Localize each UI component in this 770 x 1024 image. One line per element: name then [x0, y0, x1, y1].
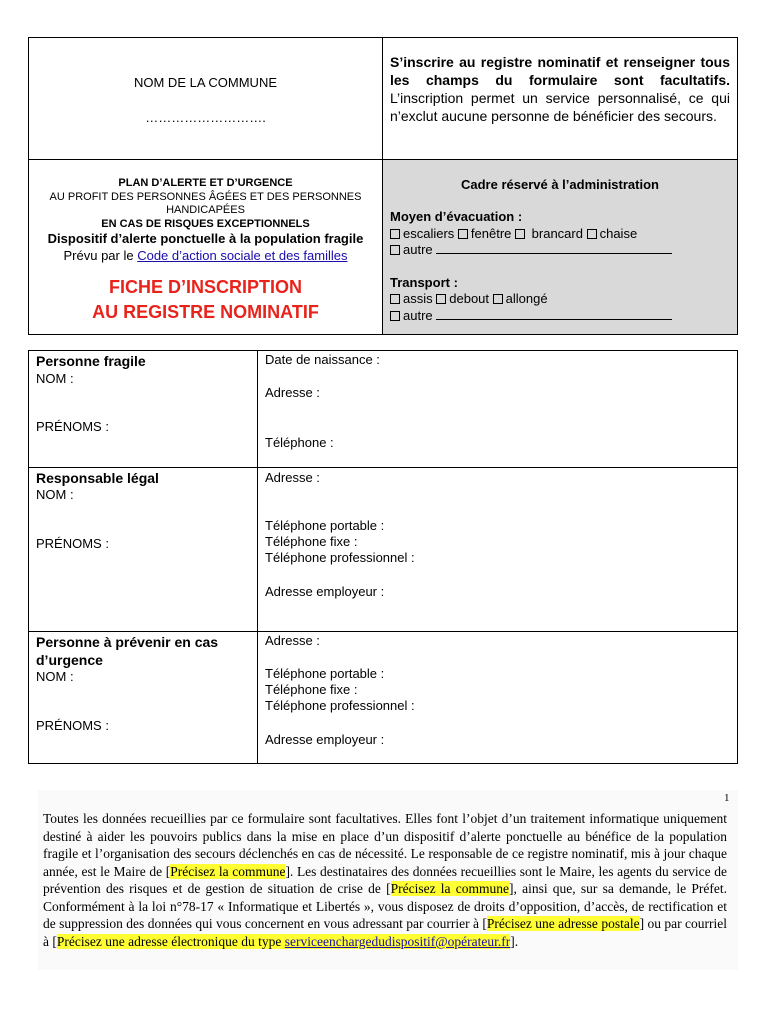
legal-pro-label[interactable]: Téléphone professionnel :: [265, 550, 415, 565]
fragile-birthdate-label[interactable]: Date de naissance :: [265, 352, 380, 367]
plan-subtitle: AU PROFIT DES PERSONNES ÂGÉES ET DES PERSONNES HANDICAPÉES: [49, 191, 362, 216]
evac-autre-field[interactable]: [436, 253, 672, 254]
intro-bold: S’inscrire au registre nominatif et renseigner tous les champs du formulaire sont facultatifs.: [390, 54, 730, 88]
evac-fenetre-label: fenêtre: [470, 226, 512, 241]
legal-employer-label[interactable]: Adresse employeur :: [265, 584, 385, 599]
plan-title: PLAN D’ALERTE ET D’URGENCE: [118, 177, 293, 189]
transport-other: [390, 308, 672, 324]
legal-mobile-label[interactable]: Téléphone portable :: [265, 518, 385, 533]
evac-chaise-checkbox[interactable]: [587, 229, 597, 239]
notice-part-2: ]. Les destinataires des données recueillies sont le Maire, les agents du service de prévention des risques et de gestion de situation de crise de [: [43, 863, 727, 896]
emergency-section-title-2: d’urgence: [36, 652, 103, 668]
email-placeholder-text: Précisez une adresse électronique du type: [56, 933, 285, 949]
form-row-divider-2: [28, 631, 738, 632]
transport-options: [390, 291, 548, 307]
email-link[interactable]: serviceenchargedudispositif@opérateur.fr: [284, 933, 511, 949]
postal-address-placeholder: Précisez une adresse postale: [486, 916, 640, 931]
transport-allonge-label: allongé: [505, 291, 548, 306]
email-placeholder: [57, 934, 510, 949]
evac-autre-checkbox[interactable]: [390, 245, 400, 255]
intro-rest: L’inscription permet un service personnalisé, ce qui n’exclut aucune personne de bénéficier des secours.: [390, 90, 730, 124]
emergency-prenoms-label[interactable]: PRÉNOMS :: [36, 718, 109, 733]
transport-label: Transport :: [390, 275, 458, 290]
transport-autre-field[interactable]: [436, 319, 672, 320]
plan-risks: EN CAS DE RISQUES EXCEPTIONNELS: [101, 218, 310, 230]
fragile-prenoms-label[interactable]: PRÉNOMS :: [36, 419, 109, 434]
notice-part-3: ], ainsi que, sur sa demande, le Préfet. Conformément à la loi n°78-17 « Informatique et Libertés », vous disposez de droits d’opposition, d’accès, de rectification et de suppression des données qui vous concernent en vous adressant par courrier à [: [43, 881, 727, 931]
plan-legal-prefix: Prévu par le: [63, 248, 138, 263]
transport-autre-checkbox[interactable]: [390, 311, 400, 321]
legal-notice: [43, 810, 727, 950]
commune-name-field[interactable]: ……………………….: [145, 110, 266, 125]
evac-brancard-label: brancard: [531, 226, 583, 241]
fiche-title-line2: AU REGISTRE NOMINATIF: [92, 302, 319, 322]
emergency-pro-label[interactable]: Téléphone professionnel :: [265, 698, 415, 713]
fragile-phone-label[interactable]: Téléphone :: [265, 435, 334, 450]
evacuation-options: [390, 226, 637, 242]
page-number: 1: [724, 792, 730, 804]
evacuation-label: Moyen d’évacuation :: [390, 209, 523, 224]
commune-placeholder-1: Précisez la commune: [170, 863, 286, 879]
notice-part-5: ].: [510, 933, 519, 949]
plan-legal-basis: [29, 248, 382, 264]
evac-escaliers-checkbox[interactable]: [390, 229, 400, 239]
legal-fixed-label[interactable]: Téléphone fixe :: [265, 534, 358, 549]
evacuation-other: [390, 242, 672, 258]
evac-brancard-checkbox[interactable]: [515, 229, 525, 239]
plan-device: Dispositif d’alerte ponctuelle à la population fragile: [47, 231, 364, 246]
legal-prenoms-label[interactable]: PRÉNOMS :: [36, 536, 109, 551]
form-row-divider-1: [28, 467, 738, 468]
emergency-nom-label[interactable]: NOM :: [36, 669, 74, 684]
fragile-address-label[interactable]: Adresse :: [265, 385, 320, 400]
evac-fenetre-checkbox[interactable]: [458, 229, 468, 239]
admin-title: Cadre réservé à l’administration: [461, 177, 659, 192]
transport-assis-label: assis: [403, 291, 433, 306]
transport-debout-label: debout: [449, 291, 490, 306]
legal-section-title: Responsable légal: [36, 470, 159, 486]
notice-part-1: Toutes les données recueillies par ce formulaire sont facultatives. Elles font l’objet d’un traitement informatique uniquement destiné à aider les pouvoirs publics dans la mise en place d’un dispositif d’alerte ponctuelle au bénéfice de la population fragile et l’organisation des secours déclenchés en cas de nécessité. Le responsable de ce registre nominatif, mis à jour chaque année, est le Maire de [: [43, 811, 727, 879]
evac-escaliers-label: escaliers: [403, 226, 455, 241]
notice-part-4: ] ou par courriel à [: [43, 916, 727, 949]
emergency-address-label[interactable]: Adresse :: [265, 633, 320, 648]
emergency-section-title-1: Personne à prévenir en cas: [36, 634, 219, 650]
legal-nom-label[interactable]: NOM :: [36, 487, 74, 502]
evac-chaise-label: chaise: [599, 226, 638, 241]
transport-autre-label: autre: [403, 308, 433, 323]
form-vertical-divider: [257, 350, 258, 764]
fragile-nom-label[interactable]: NOM :: [36, 371, 74, 386]
evac-autre-label: autre: [403, 242, 433, 257]
legal-address-label[interactable]: Adresse :: [265, 470, 320, 485]
transport-assis-checkbox[interactable]: [390, 294, 400, 304]
emergency-mobile-label[interactable]: Téléphone portable :: [265, 666, 385, 681]
emergency-employer-label[interactable]: Adresse employeur :: [265, 732, 385, 747]
transport-allonge-checkbox[interactable]: [493, 294, 503, 304]
fiche-title-line1: FICHE D’INSCRIPTION: [108, 277, 302, 297]
commune-label: NOM DE LA COMMUNE: [133, 75, 277, 90]
commune-placeholder-2: Précisez la commune: [390, 881, 509, 896]
code-action-sociale-link[interactable]: Code d’action sociale et des familles: [137, 248, 348, 263]
emergency-fixed-label[interactable]: Téléphone fixe :: [265, 682, 358, 697]
transport-debout-checkbox[interactable]: [436, 294, 446, 304]
fragile-section-title: Personne fragile: [36, 353, 146, 369]
intro-text: [390, 53, 730, 125]
